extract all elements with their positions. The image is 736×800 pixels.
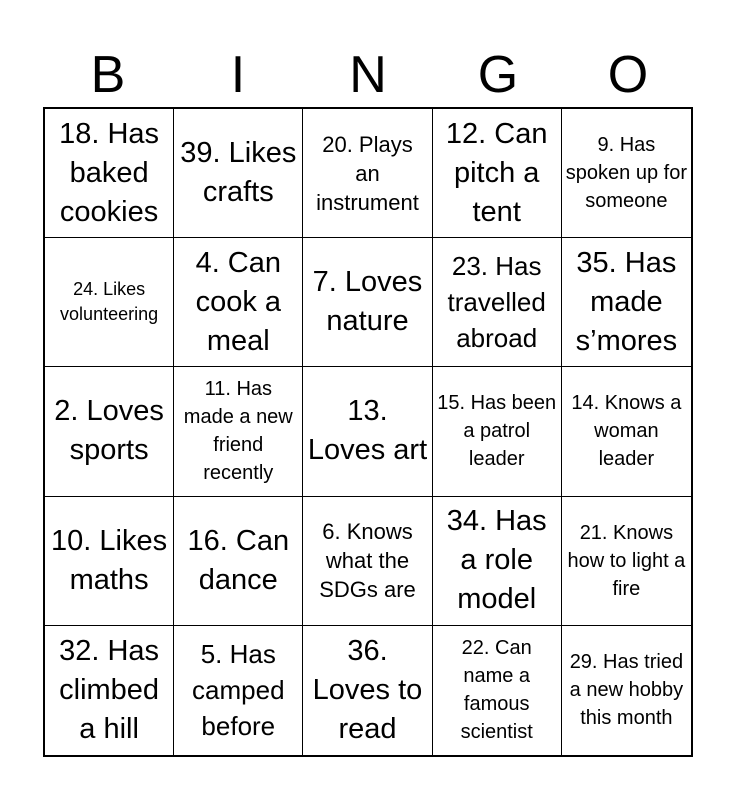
cell-label: 22. Can name a famous scientist <box>460 637 533 744</box>
bingo-cell[interactable] <box>433 626 562 755</box>
cell-label: 34. Has a role model <box>446 505 547 616</box>
bingo-cell[interactable] <box>45 238 174 367</box>
bingo-cell[interactable] <box>174 626 303 755</box>
cell-label: 11. Has made a new friend recently <box>183 378 293 485</box>
bingo-cell[interactable] <box>174 109 303 238</box>
cell-label: 13. Loves art <box>307 395 428 467</box>
cell-label: 32. Has climbed a hill <box>59 634 160 745</box>
header-letter-n: N <box>349 46 387 104</box>
cell-label: 4. Can cook a meal <box>195 246 282 357</box>
bingo-cell[interactable] <box>45 109 174 238</box>
bingo-cell[interactable] <box>562 497 691 626</box>
cell-label: 36. Loves to read <box>312 634 423 745</box>
cell-label: 6. Knows what the SDGs are <box>319 519 416 603</box>
cell-label: 5. Has camped before <box>192 639 285 742</box>
bingo-cell[interactable] <box>45 497 174 626</box>
bingo-cell[interactable] <box>303 238 432 367</box>
bingo-cell[interactable] <box>433 238 562 367</box>
bingo-cell[interactable] <box>45 626 174 755</box>
cell-label: 21. Knows how to light a fire <box>567 521 686 600</box>
bingo-cell[interactable] <box>174 497 303 626</box>
bingo-cell[interactable] <box>303 109 432 238</box>
bingo-cell[interactable] <box>433 367 562 496</box>
bingo-cell[interactable] <box>562 238 691 367</box>
cell-label: 10. Likes maths <box>51 524 168 596</box>
bingo-cell[interactable] <box>303 367 432 496</box>
cell-label: 9. Has spoken up for someone <box>565 134 687 213</box>
cell-label: 24. Likes volunteering <box>60 279 159 325</box>
cell-label: 14. Knows a woman leader <box>571 392 682 471</box>
cell-label: 12. Can pitch a tent <box>445 117 548 228</box>
cell-label: 23. Has travelled abroad <box>447 251 546 354</box>
cell-label: 35. Has made s’mores <box>575 246 678 357</box>
bingo-cell[interactable] <box>174 238 303 367</box>
bingo-cell[interactable] <box>303 497 432 626</box>
bingo-cell[interactable] <box>562 109 691 238</box>
bingo-cell[interactable] <box>562 367 691 496</box>
cell-label: 18. Has baked cookies <box>59 117 160 228</box>
bingo-cell[interactable] <box>303 626 432 755</box>
bingo-cell[interactable] <box>562 626 691 755</box>
cell-label: 16. Can dance <box>187 524 290 596</box>
header-letter-i: I <box>230 46 246 104</box>
cell-label: 39. Likes crafts <box>180 137 297 209</box>
bingo-cell[interactable] <box>45 367 174 496</box>
cell-label: 20. Plays an instrument <box>316 131 419 215</box>
header-letter-o: O <box>607 46 649 104</box>
header-letter-g: G <box>477 46 519 104</box>
bingo-header <box>43 44 693 106</box>
bingo-cell[interactable] <box>433 109 562 238</box>
cell-label: 29. Has tried a new hobby this month <box>569 651 684 730</box>
header-letter-b: B <box>90 46 126 104</box>
cell-label: 15. Has been a patrol leader <box>437 392 557 471</box>
cell-label: 7. Loves nature <box>312 266 423 338</box>
bingo-cell[interactable] <box>174 367 303 496</box>
bingo-cell[interactable] <box>433 497 562 626</box>
bingo-card-grid <box>43 107 693 757</box>
cell-label: 2. Loves sports <box>54 395 164 467</box>
